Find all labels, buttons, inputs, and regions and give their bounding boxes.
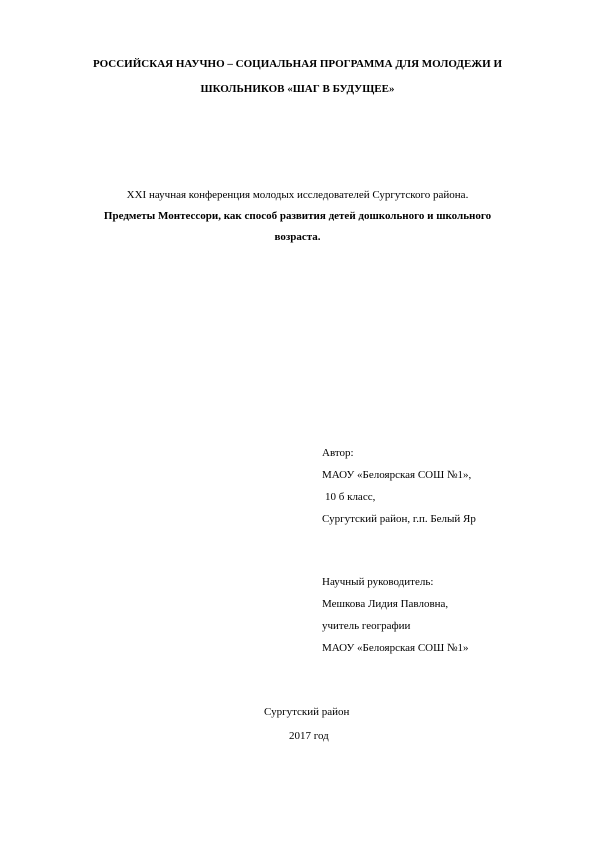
supervisor-label: Научный руководитель: xyxy=(322,576,434,588)
conference-title: XXI научная конференция молодых исследователей Сургутского района. xyxy=(126,189,469,201)
author-label: Автор: xyxy=(322,447,354,459)
author-class: 10 б класс, xyxy=(325,491,376,503)
author-location: Сургутский район, г.п. Белый Яр xyxy=(322,513,476,525)
program-title-line2: ШКОЛЬНИКОВ «ШАГ В БУДУЩЕЕ» xyxy=(200,83,395,95)
program-title-line1: РОССИЙСКАЯ НАУЧНО – СОЦИАЛЬНАЯ ПРОГРАММА ДЛЯ МОЛОДЕЖИ И xyxy=(92,58,503,70)
supervisor-name: Мешкова Лидия Павловна, xyxy=(322,598,449,610)
author-school: МАОУ «Белоярская СОШ №1», xyxy=(322,469,472,481)
supervisor-position: учитель географии xyxy=(322,620,411,632)
topic-title-line1: Предметы Монтессори, как способ развития детей дошкольного и школьного xyxy=(103,210,492,222)
topic-title-line2: возраста. xyxy=(274,231,321,243)
supervisor-school: МАОУ «Белоярская СОШ №1» xyxy=(322,642,469,654)
footer-year: 2017 год xyxy=(289,730,329,742)
footer-place: Сургутский район xyxy=(264,706,350,718)
